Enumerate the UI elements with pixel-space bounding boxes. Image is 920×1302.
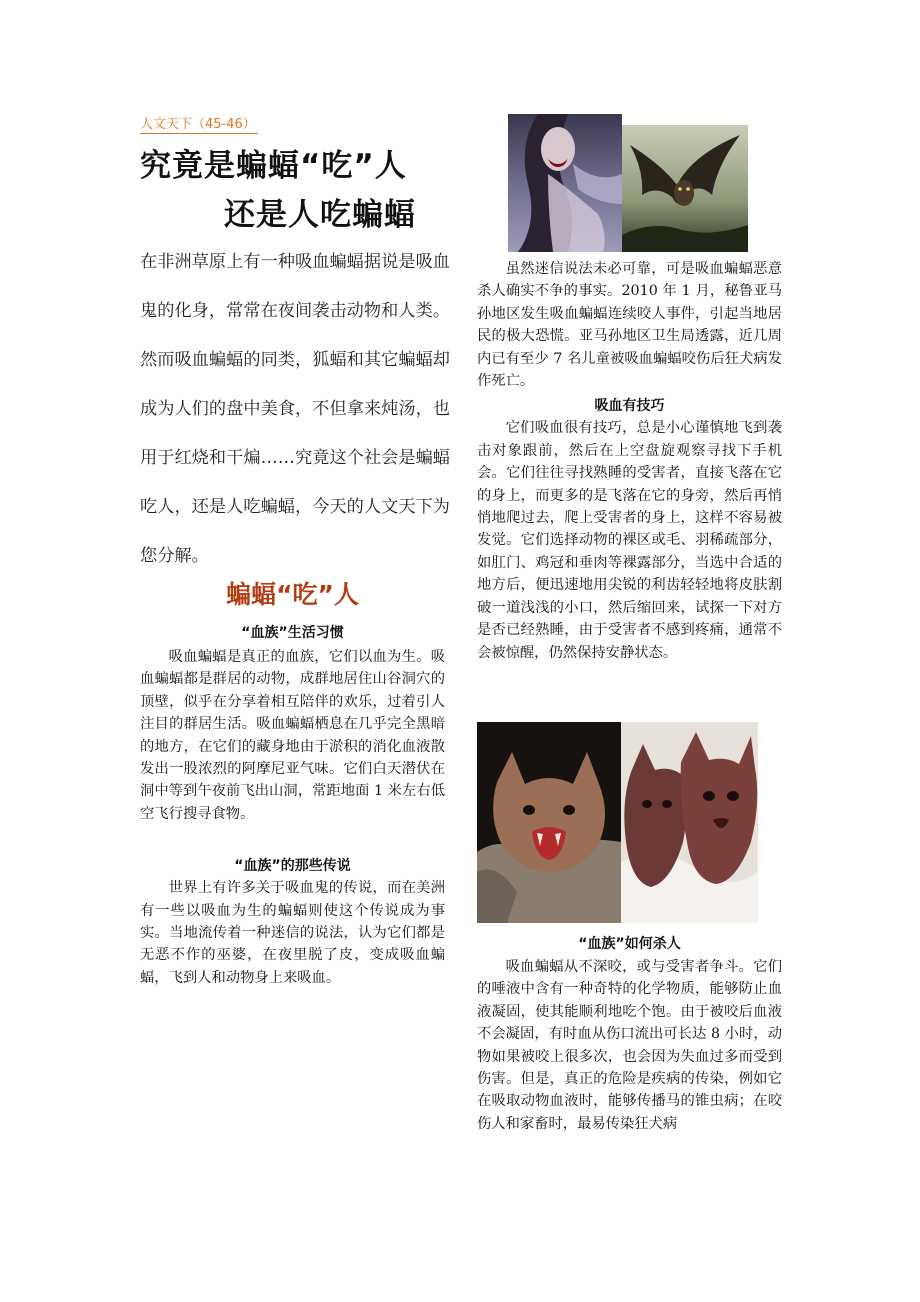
- page-title-line2: 还是人吃蝙蝠: [224, 197, 416, 233]
- flying-bat-image: [622, 125, 748, 252]
- paragraph-technique: 它们吸血很有技巧，总是小心谨慎地飞到袭击对象跟前，然后在上空盘旋观察寻找下手机会。它们往往寻找熟睡的受害者，直接飞落在它的身上，而更多的是飞落在它的身旁，然后再悄悄地爬过去，爬上受害者的身上，这样不容易被发觉。它们选择动物的裸区或毛、羽稀疏部分，如肛门、鸡冠和垂肉等裸露部分，当选中合适的地方后，便迅速地用尖锐的利齿轻轻地将皮肤割破一道浅浅的小口，然后缩回来，试探一下对方是否已经熟睡，由于受害者不感到疼痛，通常不会被惊醒，仍然保持安静状态。: [477, 420, 782, 661]
- subheading-legends: “血族”的那些传说: [234, 858, 351, 875]
- subheading-habits: “血族”生活习惯: [241, 625, 344, 641]
- subheading-technique: 吸血有技巧: [594, 398, 665, 415]
- section-heading: 蝙蝠“吃”人: [226, 580, 359, 609]
- bat-fangs-image: [477, 722, 621, 923]
- subheading-killing: “血族”如何杀人: [578, 936, 681, 952]
- paragraph-superstition: 虽然迷信说法未必可靠，可是吸血蝙蝠恶意杀人确实不争的事实。2010 年 1 月，秘鲁亚马孙地区发生吸血蝙蝠连续咬人事件，引起当地居民的极大恐慌。亚马孙地区卫生局透露，近几周内已有至少 7 名儿童被吸血蝙蝠咬伤后狂犬病发作死亡。: [477, 261, 782, 390]
- paragraph-habits: 吸血蝙蝠是真正的血族，它们以血为生。吸血蝙蝠都是群居的动物，成群地居住山谷洞穴的顶壁，似乎在分享着相互陪伴的欢乐，过着引人注目的群居生活。吸血蝙蝠栖息在几乎完全黑暗的地方，在它们的藏身地由于淤积的消化血液散发出一股浓烈的阿摩尼亚气味。它们白天潜伏在洞中等到午夜前飞出山洞，常距地面 1 米左右低空飞行搜寻食物。: [140, 649, 445, 822]
- right-column-top: [477, 258, 782, 664]
- intro-paragraph: 在非洲草原上有一种吸血蝙蝠据说是吸血鬼的化身，常常在夜间袭击动物和人类。然而吸血蝙蝠的同类，狐蝠和其它蝙蝠却成为人们的盘中美食，不但拿来炖汤，也用于红烧和干煸……究竟这个社会是蝙蝠吃人，还是人吃蝙蝠，今天的人文天下为您分解。: [140, 252, 450, 566]
- vampire-woman-image: [508, 114, 622, 252]
- page-title-line1: 究竟是蝙蝠“吃”人: [140, 148, 407, 184]
- paragraph-legends: 世界上有许多关于吸血鬼的传说，而在美洲有一些以吸血为生的蝙蝠则使这个传说成为事实。当地流传着一种迷信的说法，认为它们都是无恶不作的巫婆，在夜里脱了皮，变成吸血蝙蝠，飞到人和动物身上来吸血。: [140, 880, 445, 986]
- baby-bats-image: [621, 722, 758, 923]
- right-column-bottom: [477, 933, 782, 1135]
- paragraph-killing: 吸血蝙蝠从不深咬，或与受害者争斗。它们的唾液中含有一种奇特的化学物质，能够防止血液凝固，使其能顺利地吃个饱。由于被咬后血液不会凝固，有时血从伤口流出可长达 8 小时，动物如果被咬上很多次，也会因为失血过多而受到伤害。但是，真正的危险是疾病的传染，例如它在吸取动物血液时，能够传播马的锥虫病；在咬伤人和家畜时，最易传染狂犬病: [477, 959, 782, 1132]
- left-column: [140, 622, 445, 989]
- section-tag: 人文天下（45-46）: [140, 113, 258, 134]
